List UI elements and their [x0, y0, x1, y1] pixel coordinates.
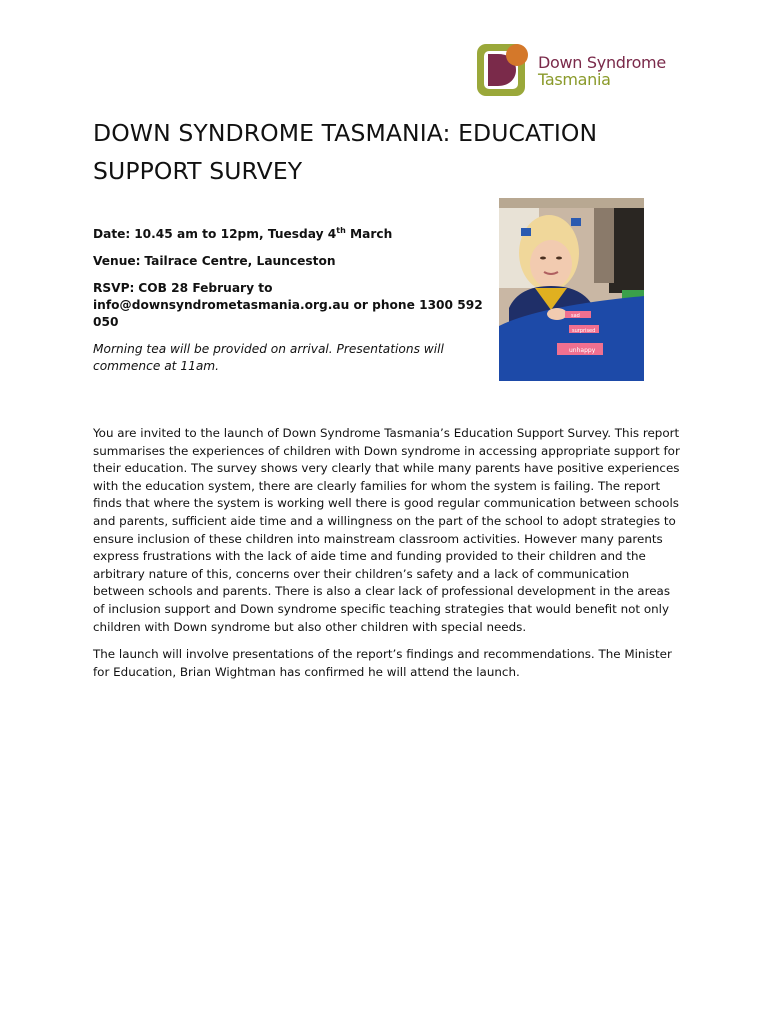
- date-ordinal: th: [336, 225, 346, 235]
- child-at-table-image: [499, 198, 644, 381]
- child-photo: [499, 198, 644, 381]
- logo-line-1: Down Syndrome: [538, 53, 666, 72]
- date-value: [134, 227, 392, 241]
- organization-logo: [474, 40, 684, 100]
- venue-value: Tailrace Centre, Launceston: [144, 254, 336, 268]
- logo-line-2: Tasmania: [538, 70, 611, 89]
- page-title: DOWN SYNDROME TASMANIA: EDUCATION SUPPORT SURVEY: [93, 119, 598, 185]
- card-label-1: sad: [571, 313, 580, 319]
- rsvp-value: COB 28 February to info@downsyndrometasmania.org.au or phone 1300 592 050: [93, 281, 483, 329]
- date-value-text: 10.45 am to 12pm, Tuesday 4: [134, 227, 337, 241]
- logo-wordmark: [538, 54, 666, 88]
- date-label: Date:: [93, 227, 131, 241]
- event-details: [93, 226, 488, 385]
- venue-label: Venue:: [93, 254, 141, 268]
- rsvp-label: RSVP:: [93, 281, 135, 295]
- card-label-3: unhappy: [569, 347, 596, 354]
- rsvp-line: [93, 280, 488, 331]
- invitation-body: [93, 425, 683, 691]
- logo-mark-icon: [474, 40, 532, 100]
- body-paragraph-1: You are invited to the launch of Down Syndrome Tasmania’s Education Support Survey. This report summarises the experiences of children with Down syndrome in accessing appropriate support for their education. The survey shows very clearly that while many parents have positive experiences with the education system, there are clearly families for whom the system is failing. The report finds that where the system is working well there is good regular communication between schools and parents, sufficient aide time and a willingness on the part of the school to adopt strategies to ensure inclusion of these children into mainstream classroom activities. However many parents express frustrations with the lack of aide time and funding provided to their children and the arbitrary nature of this, concerns over their children’s safety and a lack of communication between schools and parents. There is also a clear lack of professional development in the areas of inclusion support and Down syndrome specific teaching strategies that would benefit not only children with Down syndrome but also other children with special needs.: [93, 426, 680, 634]
- date-line: [93, 226, 488, 243]
- morning-tea-note: Morning tea will be provided on arrival. Presentations will commence at 11am.: [93, 342, 444, 373]
- date-month: March: [345, 227, 393, 241]
- venue-line: [93, 253, 488, 270]
- body-paragraph-2: The launch will involve presentations of the report’s findings and recommendations. The Minister for Education, Brian Wightman has confirmed he will attend the launch.: [93, 647, 672, 679]
- card-label-2: surprised: [572, 328, 596, 334]
